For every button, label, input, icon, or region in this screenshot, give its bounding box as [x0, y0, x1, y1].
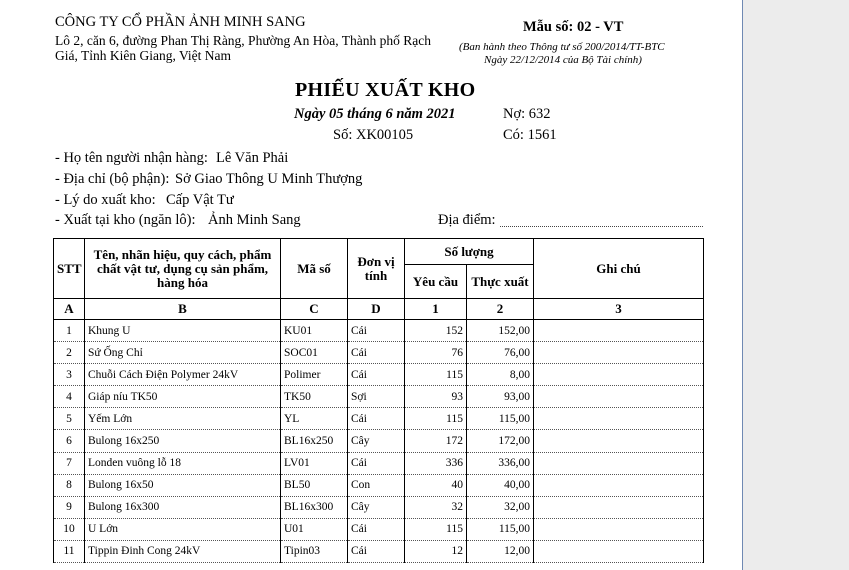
header-requested: Yêu cầu	[405, 265, 467, 299]
cell-unit: Con	[348, 474, 405, 496]
cell-stt: 2	[54, 342, 85, 364]
column-letter: C	[281, 299, 348, 320]
cell-note	[534, 364, 704, 386]
cell-requested: 12	[405, 540, 467, 562]
cell-stt: 9	[54, 496, 85, 518]
cell-code: BL50	[281, 474, 348, 496]
table-row	[54, 540, 704, 562]
cell-code: Polimer	[281, 364, 348, 386]
document-date: Ngày 05 tháng 6 năm 2021	[294, 106, 456, 122]
column-letter: B	[85, 299, 281, 320]
reason-label: - Lý do xuất kho:	[55, 192, 156, 208]
cell-actual: 115,00	[467, 518, 534, 540]
viewer-background	[742, 0, 849, 570]
cell-actual: 336,00	[467, 452, 534, 474]
cell-stt: 7	[54, 452, 85, 474]
table-row	[54, 518, 704, 540]
cell-code: BL16x300	[281, 496, 348, 518]
company-name: CÔNG TY CỔ PHẦN ẢNH MINH SANG	[55, 14, 306, 30]
department-label: - Địa chỉ (bộ phận):	[55, 171, 170, 187]
cell-note	[534, 408, 704, 430]
header-stt: STT	[54, 239, 85, 299]
cell-unit: Sợi	[348, 386, 405, 408]
cell-requested: 115	[405, 408, 467, 430]
cell-name: Yếm Lớn	[85, 408, 281, 430]
cell-name: Tippin Đinh Cong 24kV	[85, 540, 281, 562]
items-table	[53, 238, 704, 563]
cell-code: YL	[281, 408, 348, 430]
table-row	[54, 452, 704, 474]
table-row	[54, 496, 704, 518]
credit-account: Có: 1561	[503, 127, 557, 143]
cell-stt: 1	[54, 320, 85, 342]
cell-note	[534, 518, 704, 540]
cell-code: Tipin03	[281, 540, 348, 562]
cell-code: KU01	[281, 320, 348, 342]
location-blank-line	[500, 226, 703, 227]
cell-unit: Cây	[348, 430, 405, 452]
cell-note	[534, 386, 704, 408]
warehouse-label: - Xuất tại kho (ngăn lô):	[55, 212, 196, 228]
cell-actual: 32,00	[467, 496, 534, 518]
form-issued-line1: (Ban hành theo Thông tư số 200/2014/TT-BTC	[459, 41, 665, 53]
form-code: Mẫu số: 02 - VT	[523, 19, 624, 35]
cell-unit: Cái	[348, 364, 405, 386]
cell-name: Londen vuông lỗ 18	[85, 452, 281, 474]
cell-note	[534, 320, 704, 342]
debit-account: Nợ: 632	[503, 106, 551, 122]
column-letter: 3	[534, 299, 704, 320]
cell-note	[534, 342, 704, 364]
warehouse-value: Ảnh Minh Sang	[208, 212, 301, 228]
cell-name: U Lớn	[85, 518, 281, 540]
cell-name: Bulong 16x300	[85, 496, 281, 518]
cell-stt: 8	[54, 474, 85, 496]
cell-name: Bulong 16x250	[85, 430, 281, 452]
company-address-line1: Lô 2, căn 6, đường Phan Thị Ràng, Phường An Hòa, Thành phố Rạch	[55, 33, 432, 48]
cell-note	[534, 496, 704, 518]
cell-name: Sứ Ống Chỉ	[85, 342, 281, 364]
cell-actual: 12,00	[467, 540, 534, 562]
cell-note	[534, 540, 704, 562]
cell-unit: Cái	[348, 408, 405, 430]
cell-code: LV01	[281, 452, 348, 474]
cell-actual: 93,00	[467, 386, 534, 408]
recipient-row	[55, 150, 289, 167]
cell-stt: 4	[54, 386, 85, 408]
column-letter: A	[54, 299, 85, 320]
table-row	[54, 364, 704, 386]
cell-code: BL16x250	[281, 430, 348, 452]
table-row	[54, 474, 704, 496]
cell-requested: 115	[405, 518, 467, 540]
cell-code: U01	[281, 518, 348, 540]
cell-stt: 11	[54, 540, 85, 562]
cell-unit: Cái	[348, 540, 405, 562]
form-issued-line2: Ngày 22/12/2014 của Bộ Tài chính)	[484, 54, 642, 66]
department-value: Sở Giao Thông U Minh Thượng	[175, 171, 363, 187]
cell-code: TK50	[281, 386, 348, 408]
cell-requested: 40	[405, 474, 467, 496]
cell-stt: 10	[54, 518, 85, 540]
recipient-label: - Họ tên người nhận hàng:	[55, 150, 208, 166]
cell-actual: 8,00	[467, 364, 534, 386]
header-unit: Đơn vị tính	[348, 239, 405, 299]
header-note: Ghi chú	[534, 239, 704, 299]
header-actual: Thực xuất	[467, 265, 534, 299]
cell-requested: 152	[405, 320, 467, 342]
table-row	[54, 430, 704, 452]
cell-note	[534, 430, 704, 452]
cell-code: SOC01	[281, 342, 348, 364]
cell-unit: Cây	[348, 496, 405, 518]
cell-stt: 5	[54, 408, 85, 430]
cell-unit: Cái	[348, 342, 405, 364]
cell-requested: 336	[405, 452, 467, 474]
cell-note	[534, 452, 704, 474]
header-quantity: Số lượng	[405, 239, 534, 265]
table-row	[54, 342, 704, 364]
department-row	[55, 171, 363, 188]
cell-stt: 6	[54, 430, 85, 452]
cell-requested: 32	[405, 496, 467, 518]
cell-requested: 115	[405, 364, 467, 386]
cell-note	[534, 474, 704, 496]
cell-actual: 152,00	[467, 320, 534, 342]
cell-actual: 115,00	[467, 408, 534, 430]
table-row	[54, 408, 704, 430]
cell-name: Khung U	[85, 320, 281, 342]
cell-unit: Cái	[348, 518, 405, 540]
cell-requested: 172	[405, 430, 467, 452]
header-code: Mã số	[281, 239, 348, 299]
column-letter: D	[348, 299, 405, 320]
document-title: PHIẾU XUẤT KHO	[295, 79, 476, 101]
cell-name: Giáp níu TK50	[85, 386, 281, 408]
cell-unit: Cái	[348, 320, 405, 342]
cell-actual: 76,00	[467, 342, 534, 364]
table-row	[54, 386, 704, 408]
location-label: Địa điểm:	[438, 212, 496, 228]
cell-name: Chuỗi Cách Điện Polymer 24kV	[85, 364, 281, 386]
cell-actual: 172,00	[467, 430, 534, 452]
header-name: Tên, nhãn hiệu, quy cách, phẩm chất vật tư, dụng cụ sản phẩm, hàng hóa	[85, 239, 281, 299]
cell-actual: 40,00	[467, 474, 534, 496]
cell-stt: 3	[54, 364, 85, 386]
cell-requested: 93	[405, 386, 467, 408]
company-address-line2: Giá, Tỉnh Kiên Giang, Việt Nam	[55, 48, 232, 63]
document-number: Số: XK00105	[333, 127, 414, 143]
warehouse-row	[55, 212, 301, 229]
reason-row	[55, 192, 234, 209]
column-letter: 1	[405, 299, 467, 320]
recipient-value: Lê Văn Phải	[216, 150, 289, 166]
cell-unit: Cái	[348, 452, 405, 474]
cell-requested: 76	[405, 342, 467, 364]
column-letter: 2	[467, 299, 534, 320]
table-row	[54, 320, 704, 342]
cell-name: Bulong 16x50	[85, 474, 281, 496]
reason-value: Cấp Vật Tư	[166, 192, 234, 208]
